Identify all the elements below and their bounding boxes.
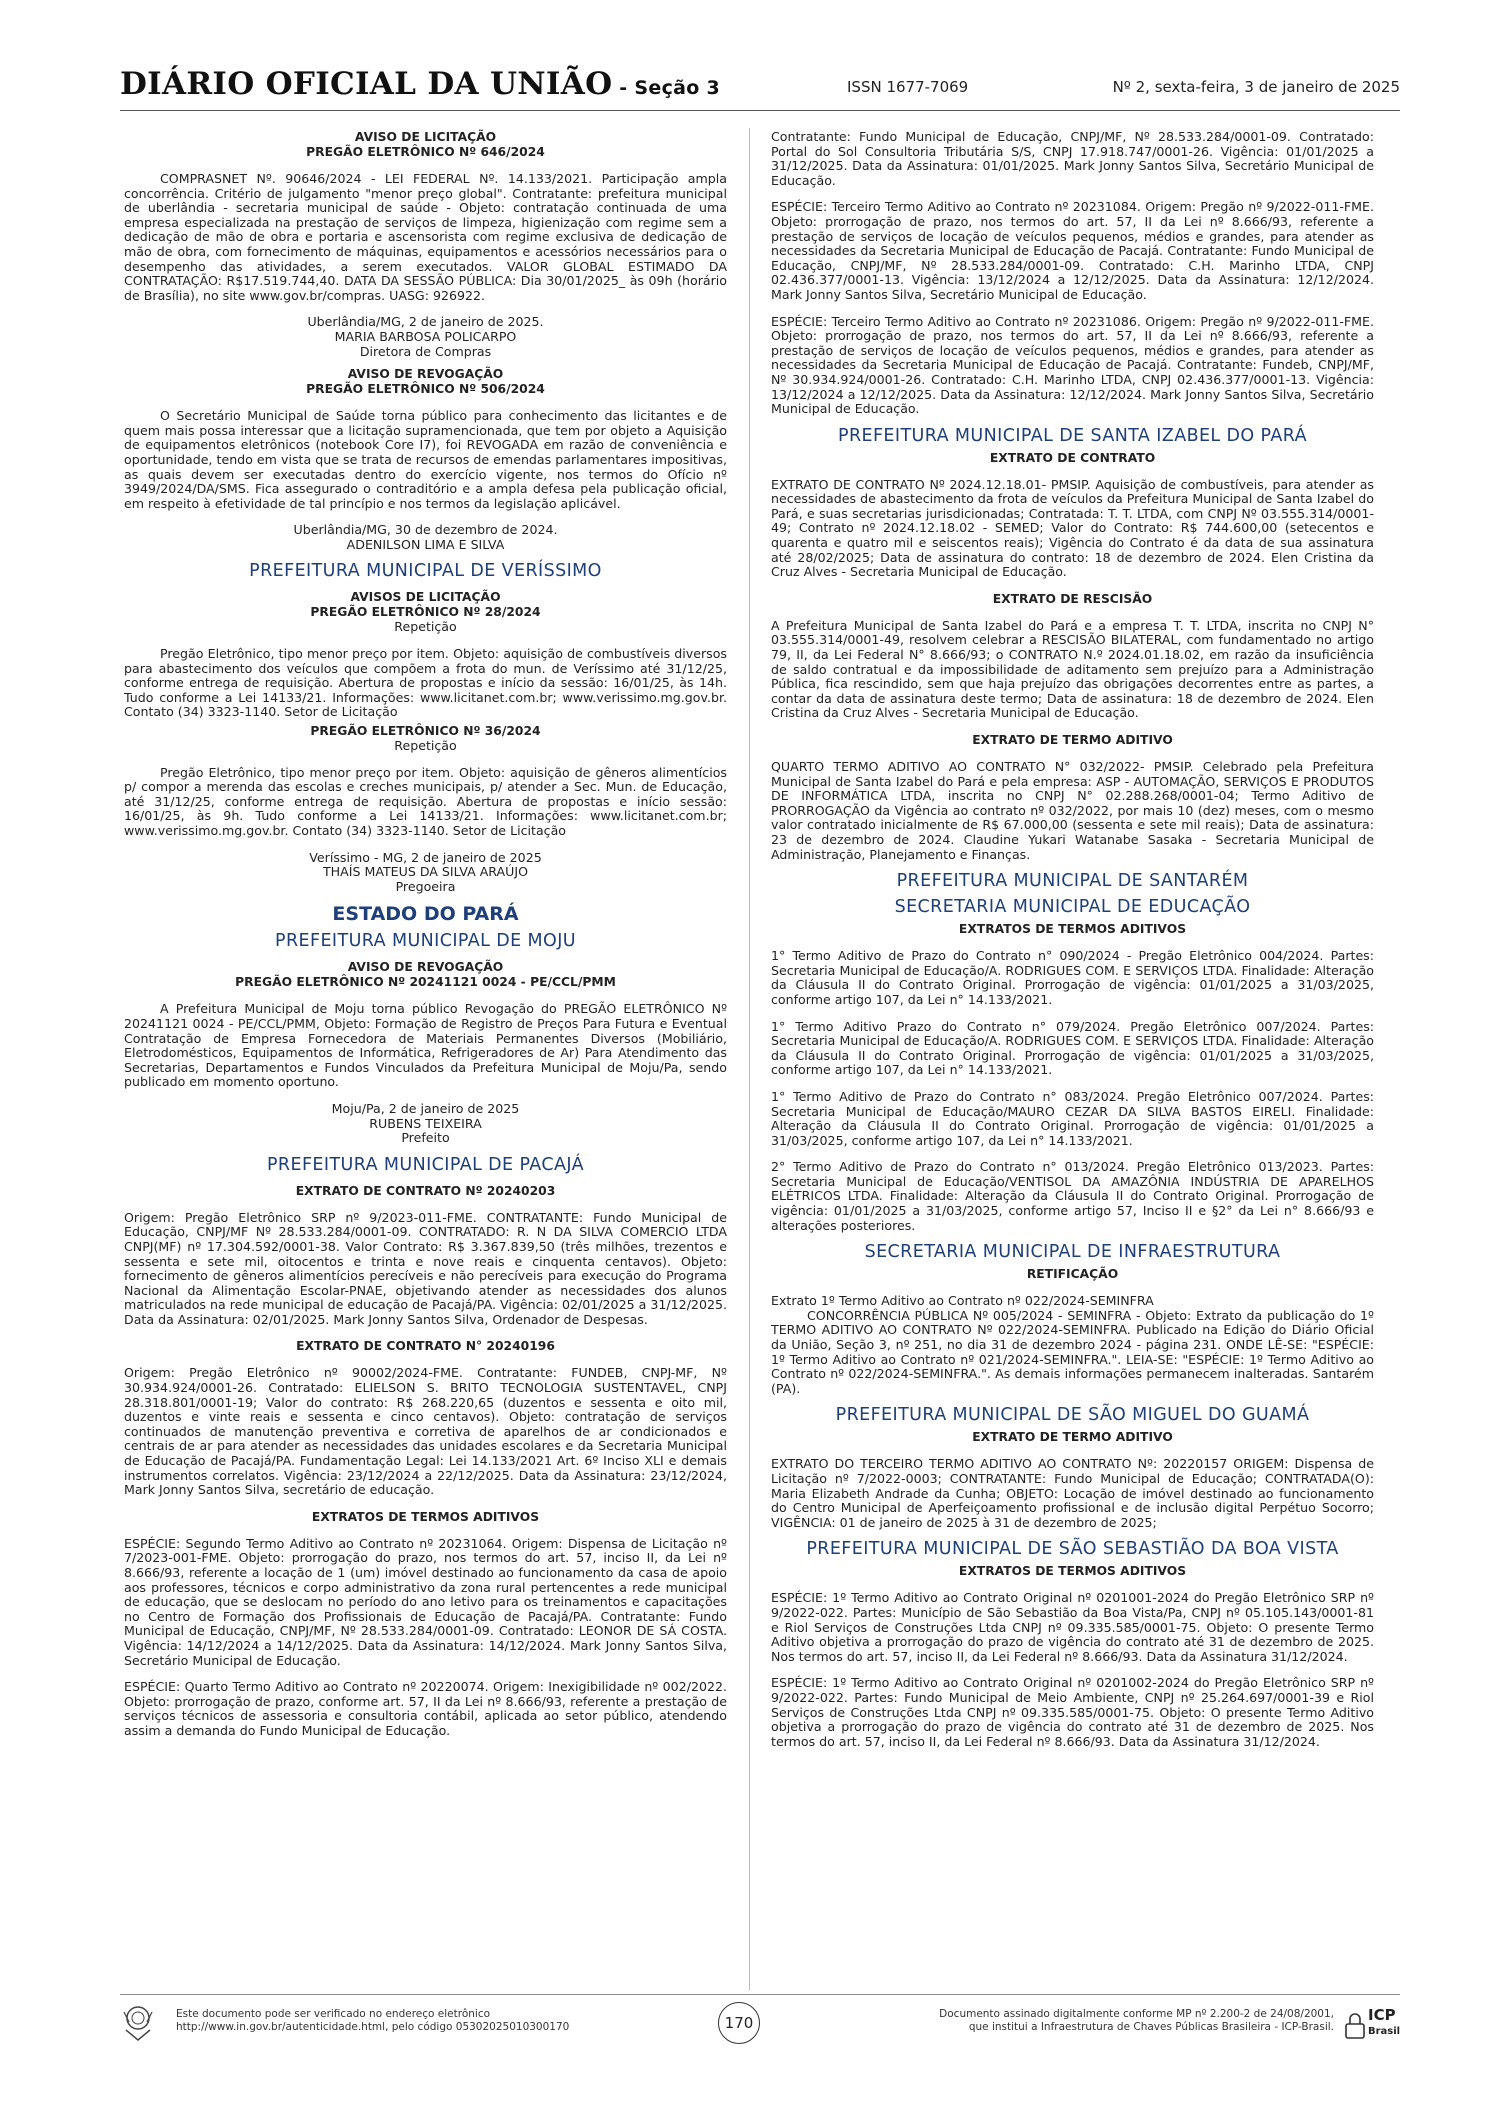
- section-title: EXTRATO DE RESCISÃO: [992, 591, 1153, 606]
- coat-of-arms-icon: [120, 2002, 156, 2042]
- signature-place: Uberlândia/MG, 2 de janeiro de 2025.: [307, 314, 544, 330]
- notice-text: A Prefeitura Municipal de Moju torna público Revogação do PREGÃO ELETRÔNICO Nº 20241121 0024 - PE/CCL/PMM, Objeto: Formação de Registro de Preços Para Futura e Eventual Contratação de Empresa Fornecedora de Materiais Permanentes Diversos (Mobiliário, Eletrodomésticos, Equipamentos de Informática, Refrigeradores de Ar) Para Atendimento das Secretarias, Departamentos e Fundos Vinculados da Prefeitura Municipal de Moju/Pa, sendo publicado em momento oportuno.: [124, 1001, 727, 1090]
- signature-name: RUBENS TEIXEIRA: [369, 1115, 482, 1131]
- signature-note-line: Documento assinado digitalmente conforme MP nº 2.200-2 de 24/08/2001,: [939, 2008, 1334, 2020]
- notice-text: ESPÉCIE: Terceiro Termo Aditivo ao Contrato nº 20231084. Origem: Pregão nº 9/2022-011-FME. Objeto: prorrogação de prazo, nos termos do art. 57, II da Lei nº 8.666/93, referente a prestação de serviços de locação de veículos pequenos, médios e grandes, para atender as necessidades da Secretaria Municipal de Educação de Pacajá. Contratante: Fundo Municipal de Educação, CNPJ/MF, Nº 28.533.284/0001-09. Contratado: C.H. Marinho LTDA, CNPJ 02.436.377/0001-13. Vigência: 13/12/2024 a 12/12/2025. Data da Assinatura: 12/12/2024. Mark Jonny Santos Silva, Secretário Municipal de Educação.: [771, 199, 1374, 302]
- verification-note: [176, 2008, 569, 2034]
- signature-role: Prefeito: [401, 1130, 450, 1146]
- section-title: EXTRATOS DE TERMOS ADITIVOS: [958, 1564, 1187, 1579]
- section-title: EXTRATO DE CONTRATO Nº 20240203: [295, 1183, 556, 1198]
- signature-name: THAÍS MATEUS DA SILVA ARAÚJO: [322, 864, 529, 880]
- signature-role: Pregoeira: [395, 878, 456, 894]
- organization-subheading: SECRETARIA MUNICIPAL DE EDUCAÇÃO: [894, 897, 1251, 918]
- section-title: AVISOS DE LICITAÇÃO: [350, 590, 501, 605]
- section-title: AVISO DE REVOGAÇÃO: [347, 960, 504, 975]
- issn: ISSN 1677-7069: [847, 78, 969, 96]
- organization-heading: PREFEITURA MUNICIPAL DE VERÍSSIMO: [249, 561, 602, 582]
- page-footer: [120, 2002, 1400, 2062]
- section-note: Repetição: [394, 738, 457, 754]
- section-title: AVISO DE REVOGAÇÃO: [347, 367, 504, 382]
- section-note: Repetição: [394, 619, 457, 635]
- column-divider: [749, 128, 750, 1990]
- issue-date: Nº 2, sexta-feira, 3 de janeiro de 2025: [1112, 78, 1400, 96]
- section-title: EXTRATOS DE TERMOS ADITIVOS: [958, 922, 1187, 937]
- section-subtitle: PREGÃO ELETRÔNICO Nº 36/2024: [310, 724, 541, 739]
- section-title: EXTRATO DE CONTRATO N° 20240196: [296, 1339, 555, 1354]
- masthead-title: DIÁRIO OFICIAL DA UNIÃO: [120, 66, 613, 102]
- signature-place: Moju/Pa, 2 de janeiro de 2025: [331, 1100, 520, 1116]
- icp-logo-subtext: Brasil: [1368, 2026, 1400, 2037]
- notice-line: Extrato 1º Termo Aditivo ao Contrato nº 022/2024-SEMINFRA: [771, 1293, 1154, 1309]
- notice-text: Pregão Eletrônico, tipo menor preço por item. Objeto: aquisição de combustíveis diversos para abastecimento dos veículos que compõem a frota do mun. de Veríssimo até 31/12/25, conforme entrega de requisição. Abertura de propostas e início da sessão: 16/01/25, às 14h. Tudo conforme a Lei 14133/21. Informações: www.licitanet.com.br; www.verissimo.mg.gov.br. Contato (34) 3323-1140. Setor de Licitação: [124, 646, 727, 720]
- signature-place: Veríssimo - MG, 2 de janeiro de 2025: [309, 849, 542, 865]
- section-title: EXTRATO DE TERMO ADITIVO: [972, 733, 1173, 747]
- right-column: [771, 130, 1374, 1749]
- section-subtitle: PREGÃO ELETRÔNICO Nº 20241121 0024 - PE/CCL/PMM: [235, 975, 616, 990]
- organization-heading: PREFEITURA MUNICIPAL DE SANTARÉM: [896, 871, 1249, 892]
- notice-text: 2° Termo Aditivo de Prazo do Contrato n° 013/2024. Pregão Eletrônico 013/2023. Partes: Secretaria Municipal de Educação/VENTISOL DA AMAZÔNIA INDÚSTRIA DE APARELHOS ELÉTRICOS LTDA. Finalidade: Alteração da Cláusula II do Contrato Original. Prorrogação de vigência: 01/01/2025 a 31/03/2025, conforme artigo 57, Inciso II e §2° da Lei n° 8.666/93 e alterações posteriores.: [771, 1159, 1374, 1233]
- notice-text: ESPÉCIE: 1º Termo Aditivo ao Contrato Original nº 0201002-2024 do Pregão Eletrônico SRP nº 9/2022-022. Partes: Fundo Municipal de Meio Ambiente, CNPJ nº 25.264.697/0001-39 e Riol Serviços de Construções Ltda CNPJ nº 09.335.585/0001-75. Objeto: O presente Termo Aditivo objetiva a prorrogação do prazo de vigência do contrato até 31 de dezembro de 2025. Nos termos do art. 57, inciso II, da Lei Federal nº 8.666/93. Data da Assinatura 31/12/2024.: [771, 1675, 1374, 1749]
- icp-logo-text: ICP: [1368, 2006, 1396, 2024]
- section-title: RETIFICAÇÃO: [1026, 1267, 1119, 1282]
- section-title: EXTRATOS DE TERMOS ADITIVOS: [311, 1509, 540, 1524]
- section-title: EXTRATO DE CONTRATO: [989, 450, 1156, 465]
- page-header: [120, 66, 1400, 106]
- notice-text: CONCORRÊNCIA PÚBLICA Nº 005/2024 - SEMINFRA - Objeto: Extrato da publicação do 1º TERMO ADITIVO AO CONTRATO Nº 022/2024-SEMINFRA. Publicado na Edição do Diário Oficial da União, Seção 3, nº 251, no dia 31 de dezembro 2024 - página 231. ONDE LÊ-SE: "ESPÉCIE: 1º Termo Aditivo ao Contrato nº 021/2024-SEMINFRA.". LEIA-SE: "ESPÉCIE: 1º Termo Aditivo ao Contrato nº 022/2024-SEMINFRA.". As demais informações permanecem inalteradas. Santarém (PA).: [771, 1307, 1374, 1396]
- verification-line: Este documento pode ser verificado no endereço eletrônico: [176, 2008, 491, 2020]
- section-subtitle: PREGÃO ELETRÔNICO Nº 28/2024: [310, 605, 541, 620]
- notice-text: 1° Termo Aditivo Prazo do Contrato n° 079/2024. Pregão Eletrônico 007/2024. Partes: Secretaria Municipal de Educação/A. RODRIGUES COM. E SERVIÇOS LTDA. Finalidade: Alteração da Cláusula II do Contrato Original. Prorrogação de vigência: 01/01/2025 a 31/03/2025, conforme artigo 107, da Lei n° 14.133/2021.: [771, 1018, 1374, 1078]
- signature-note-line: que institui a Infraestrutura de Chaves Públicas Brasileira - ICP-Brasil.: [968, 2021, 1334, 2033]
- signature-place: Uberlândia/MG, 30 de dezembro de 2024.: [293, 522, 558, 538]
- organization-heading: PREFEITURA MUNICIPAL DE SÃO SEBASTIÃO DA BOA VISTA: [806, 1539, 1339, 1560]
- section-subtitle: PREGÃO ELETRÔNICO Nº 506/2024: [306, 382, 545, 397]
- masthead: [120, 66, 720, 102]
- state-heading: ESTADO DO PARÁ: [332, 903, 519, 926]
- notice-text: Pregão Eletrônico, tipo menor preço por item. Objeto: aquisição de gêneros alimentícios p/ compor a merenda das escolas e creches municipais, p/ atender a Sec. Mun. de Educação, até 31/12/25, conforme entrega de requisição. Abertura de propostas e início sessão: 16/01/25, às 9h. Tudo conforme a Lei 14133/21. Informações: www.licitanet.com.br; www.verissimo.mg.gov.br. Contato (34) 3323-1140. Setor de Licitação: [124, 764, 727, 838]
- icp-brasil-logo-icon: [1344, 2002, 1400, 2046]
- organization-heading: PREFEITURA MUNICIPAL DE MOJU: [275, 931, 576, 952]
- left-column: [124, 130, 727, 1739]
- verification-link[interactable]: http://www.in.gov.br/autenticidade.html, pelo código 05302025010300170: [176, 2021, 570, 2033]
- notice-text: A Prefeitura Municipal de Santa Izabel do Pará e a empresa T. T. LTDA, inscrita no CNPJ N° 03.555.314/0001-49, resolvem celebrar a RESCISÃO BILATERAL, com fundamentado no artigo 79, II, da Lei Federal N° 8.666/93; o CONTRATO N.º 2024.01.18.02, em razão da insuficiência de saldo contratual e da impossibilidade de aditamento sem prejuízo para a Administração Pública, fica rescindido, sem que haja prejuízo das obrigações decorrentes entre as partes, a contar da data de assinatura deste termo; Data de assinatura: 18 de dezembro de 2024. Elen Cristina da Cruz Alves - Secretaria Municipal de Educação.: [771, 617, 1374, 721]
- organization-heading: PREFEITURA MUNICIPAL DE SANTA IZABEL DO PARÁ: [838, 425, 1307, 446]
- notice-text: O Secretário Municipal de Saúde torna público para conhecimento das licitantes e de quem mais possa interessar que a licitação supramencionada, que tem por objeto a Aquisição de equipamentos eletrônicos (notebook Core I7), foi REVOGADA em razão de conveniência e oportunidade, tendo em vista que se trata de recursos de emendas parlamentares impositivas, as quais devem ser executadas dentro do exercício vigente, nos termos do Ofício nº 3949/2024/DA/SMS. Fica assegurado o contraditório e a ampla defesa pela publicação oficial, em respeito à efetividade de tal princípio e nos termos da legislação aplicável.: [124, 408, 727, 511]
- section-title: AVISO DE LICITAÇÃO: [354, 130, 497, 144]
- notice-text: QUARTO TERMO ADITIVO AO CONTRATO N° 032/2022- PMSIP. Celebrado pela Prefeitura Municipal de Santa Izabel do Pará e pela empresa: ASP - AUTOMAÇÃO, SERVIÇOS E PRODUTOS DE INFORMÁTICA LTDA, inscrita no CNPJ N° 02.288.268/0001-04; Termo Aditivo de PRORROGAÇÃO da Vigência ao contrato nº 032/2022, por mais 10 (dez) meses, com o mesmo valor contratado inicialmente de R$ 67.000,00 (sessenta e sete mil reais); Data de assinatura: 23 de dezembro de 2024. Claudine Yukari Watanabe Sasaka - Secretaria Municipal de Administração, Planejamento e Finanças.: [771, 759, 1374, 862]
- notice-text: EXTRATO DO TERCEIRO TERMO ADITIVO AO CONTRATO Nº: 20220157 ORIGEM: Dispensa de Licitação nº 7/2022-0003; CONTRATANTE: Fundo Municipal de Educação; CONTRATADA(O): Maria Elizabeth Andrade da Cunha; OBJETO: Locação de imóvel destinado ao funcionamento do Centro Municipal de Aperfeiçoamento profissional e de inclusão digital Perpétuo Socorro; VIGÊNCIA: 01 de janeiro de 2025 à 31 de dezembro de 2025;: [771, 1456, 1374, 1530]
- notice-text: 1° Termo Aditivo de Prazo do Contrato n° 083/2024. Pregão Eletrônico 007/2024. Partes: Secretaria Municipal de Educação/MAURO CEZAR DA SILVA BASTOS EIRELI. Finalidade: Alteração da Cláusula II do Contrato Original. Prorrogação de vigência: 01/01/2025 a 31/03/2025, conforme artigo 107, da Lei n° 14.133/2021.: [771, 1088, 1374, 1148]
- organization-heading: SECRETARIA MUNICIPAL DE INFRAESTRUTURA: [864, 1242, 1281, 1263]
- notice-text: EXTRATO DE CONTRATO Nº 2024.12.18.01- PMSIP. Aquisição de combustíveis, para atender as necessidades de abastecimento da frota de veículos da Prefeitura Municipal de Santa Izabel do Pará, e suas secretarias jurisdicionadas; Contratada: T. T. LTDA, com CNPJ Nº 03.555.314/0001-49; Contrato nº 2024.12.18.02 - SEMED; Valor do Contrato: R$ 744.600,00 (setecentos e quarenta e quatro mil e seiscentos reais); Vigência do Contrato é da data de sua assinatura até 28/02/2025; Data de assinatura do contrato: 18 de dezembro de 2024. Elen Cristina da Cruz Alves - Secretaria Municipal de Educação.: [771, 476, 1374, 580]
- notice-text: Origem: Pregão Eletrônico nº 90002/2024-FME. Contratante: FUNDEB, CNPJ-MF, Nº 30.934.924/0001-26. Contratado: ELIELSON S. BRITO TECNOLOGIA SUSTENTAVEL, CNPJ 28.318.801/0001-19; Valor do contrato: R$ 268.220,65 (duzentos e sessenta e oito mil, duzentos e vinte reais e sessenta e cinco centavos). Objeto: contratação de serviços continuados de manutenção preventiva e corretiva de aparelhos de ar condicionados e centrais de ar para atender as necessidades das unidades escolares e da Secretaria Municipal de Educação de Pacajá/PA. Fundamentação Legal: Lei 14.133/2021 Art. 6º Inciso XLI e demais instrumentos correlatos. Vigência: 23/12/2024 a 22/12/2025. Data da Assinatura: 23/12/2024, Mark Jonny Santos Silva, secretário de educação.: [124, 1365, 727, 1498]
- notice-text: ESPÉCIE: Terceiro Termo Aditivo ao Contrato nº 20231086. Origem: Pregão nº 9/2022-011-FME. Objeto: prorrogação de prazo, nos termos do art. 57, II da Lei nº 8.666/93, referente a prestação de serviços de locação de veículos pequenos, médios e grandes, para atender as necessidades da Secretaria Municipal de Educação de Pacajá. Contratante: Fundeb, CNPJ/MF, Nº 30.934.924/0001-26. Contratado: C.H. Marinho LTDA, CNPJ 02.436.377/0001-13. Vigência: 13/12/2024 a 12/12/2025. Data da Assinatura: 12/12/2024. Mark Jonny Santos Silva, Secretário Municipal de Educação.: [771, 313, 1374, 417]
- section-title: EXTRATO DE TERMO ADITIVO: [972, 1430, 1173, 1445]
- section-subtitle: PREGÃO ELETRÔNICO Nº 646/2024: [306, 145, 545, 159]
- signature-name: MARIA BARBOSA POLICARPO: [334, 328, 517, 344]
- notice-text: Origem: Pregão Eletrônico SRP nº 9/2023-011-FME. CONTRATANTE: Fundo Municipal de Educação, CNPJ/MF Nº 28.533.284/0001-09. CONTRATADO: R. N DA SILVA COMERCIO LTDA CNPJ(MF) nº 17.304.592/0001-38. Valor Contrato: R$ 3.367.839,50 (três milhões, trezentos e sessenta e sete mil, oitocentos e trinta e nove reais e cinquenta centavos). Objeto: fornecimento de gêneros alimentícios perecíveis e não perecíveis para execução do Programa Nacional da Alimentação Escolar-PNAE, objetivando atender as necessidades dos alunos matriculados na rede municipal de educação de Pacajá/PA. Vigência: 02/01/2025 a 31/12/2025. Data da Assinatura: 02/01/2025. Mark Jonny Santos Silva, Ordenador de Despesas.: [124, 1209, 727, 1327]
- notice-text: COMPRASNET Nº. 90646/2024 - LEI FEDERAL Nº. 14.133/2021. Participação ampla concorrência. Critério de julgamento "menor preço global". Contratante: prefeitura municipal de uberlândia - secretaria municipal de saúde - Objeto: contratação continuada de uma empresa especializada na prestação de serviços de limpeza, higienização com regime sem a dedicação de mão de obra e portaria e ascensorista com regime exclusiva de dedicação de mão de obra, com fornecimento de máquinas, equipamentos e acessórios necessários para o desempenho das atividades, a serem executados. VALOR GLOBAL ESTIMADO DA CONTRATAÇÃO: R$17.519.744,40. DATA DA SESSÃO PÚBLICA: Dia 30/01/2025_ às 09h (horário de Brasília), no site www.gov.br/compras. UASG: 926922.: [124, 171, 727, 303]
- page-number: 170: [718, 2002, 760, 2044]
- notice-text: ESPÉCIE: 1º Termo Aditivo ao Contrato Original nº 0201001-2024 do Pregão Eletrônico SRP nº 9/2022-022. Partes: Município de São Sebastião da Boa Vista/Pa, CNPJ nº 05.105.143/0001-81 e Riol Serviços de Construções Ltda CNPJ nº 09.335.585/0001-75. Objeto: O presente Termo Aditivo objetiva a prorrogação do prazo de vigência do contrato até 31 de dezembro de 2025. Nos termos do art. 57, inciso II, da Lei Federal nº 8.666/93. Data da Assinatura 31/12/2024.: [771, 1590, 1374, 1664]
- notice-text: 1° Termo Aditivo de Prazo do Contrato n° 090/2024 - Pregão Eletrônico 004/2024. Partes: Secretaria Municipal de Educação/A. RODRIGUES COM. E SERVIÇOS LTDA. Finalidade: Alteração da Cláusula II do Contrato Original. Prorrogação de vigência: 01/01/2025 a 31/03/2025, conforme artigo 107, da Lei n° 14.133/2021.: [771, 948, 1374, 1007]
- notice-text: Contratante: Fundo Municipal de Educação, CNPJ/MF, Nº 28.533.284/0001-09. Contratado: Portal do Sol Consultoria Tributária S/S, CNPJ 17.918.747/0001-26. Vigência: 01/01/2025 a 31/12/2025. Data da Assinatura: 01/01/2025. Mark Jonny Santos Silva, Secretário Municipal de Educação.: [771, 129, 1374, 188]
- header-rule: [120, 110, 1400, 111]
- signature-note: [939, 2008, 1334, 2034]
- notice-text: ESPÉCIE: Quarto Termo Aditivo ao Contrato nº 20220074. Origem: Inexigibilidade nº 002/2022. Objeto: prorrogação de prazo, conforme art. 57, II da Lei nº 8.666/93, referente a prestação de serviços técnicos de assessoria e consultoria contábil, aplicada ao setor público, atendendo assim a demanda do Fundo Municipal de Educação.: [124, 1679, 727, 1738]
- signature-name: ADENILSON LIMA E SILVA: [346, 536, 505, 552]
- masthead-section: - Seção 3: [612, 77, 721, 99]
- notice-text: ESPÉCIE: Segundo Termo Aditivo ao Contrato nº 20231064. Origem: Dispensa de Licitação nº 7/2023-001-FME. Objeto: prorrogação do prazo, nos termos do art. 57, inciso II, da Lei nº 8.666/93, referente a locação de 1 (um) imóvel destinado ao funcionamento da casa de apoio aos professores, técnicos e corpo administrativo da zona rural pertencentes a rede municipal de educação, que se deslocam no período do ano letivo para os treinamentos e capacitações no Centro de Formação dos Profissionais de Educação de Pacajá/PA. Contratante: Fundo Municipal de Educação, CNPJ/MF, Nº 28.533.284/0001-09. Contratado: LEONOR DE SÁ COSTA. Vigência: 14/12/2024 a 14/12/2025. Data da Assinatura: 14/12/2024. Mark Jonny Santos Silva, Secretário Municipal de Educação.: [124, 1535, 727, 1668]
- signature-role: Diretora de Compras: [359, 343, 492, 359]
- organization-heading: PREFEITURA MUNICIPAL DE PACAJÁ: [266, 1154, 584, 1175]
- organization-heading: PREFEITURA MUNICIPAL DE SÃO MIGUEL DO GUAMÁ: [835, 1405, 1310, 1426]
- footer-rule: [120, 1994, 1400, 1995]
